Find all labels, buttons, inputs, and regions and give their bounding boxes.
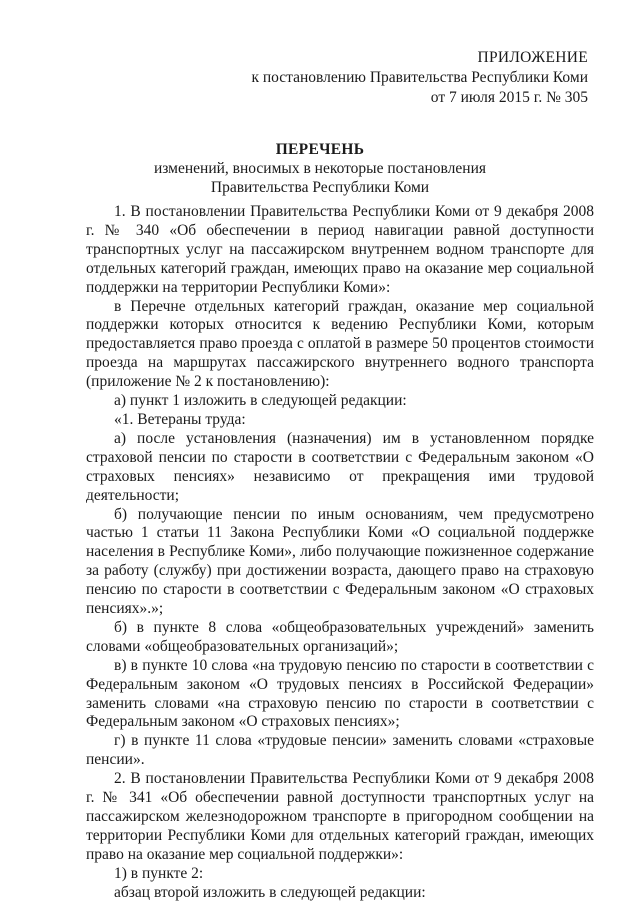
paragraph: «1. Ветераны труда: — [114, 410, 246, 428]
paragraph: б) получающие пенсии по иным основаниям, чем предусмотрено частью 1 статьи 11 Закона Республики Коми «О социальной поддержке населения в Республике Коми», либо получающие пожизненное содержание за работу (службу) при достижении возраста, дающего право на страховую пенсию по старости в соответствии с Федеральным законом «О страховых пенсиях».»; — [86, 505, 594, 618]
paragraph: а) после установления (назначения) им в установленном порядке страховой пенсии по старости в соответствии с Федеральным законом «О страховых пенсиях» независимо от прекращения ими трудовой деятельности; — [86, 429, 594, 504]
appendix-reference-line: к постановлению Правительства Республики Коми — [251, 69, 588, 86]
appendix-date-line: от 7 июля 2015 г. № 305 — [430, 89, 588, 106]
document-subtitle-line-2: Правительства Республики Коми — [210, 179, 430, 196]
document-body — [86, 203, 594, 903]
paragraph: а) пункт 1 изложить в следующей редакции: — [114, 392, 407, 410]
paragraph: абзац второй изложить в следующей редакции: — [114, 883, 426, 901]
paragraph: в Перечне отдельных категорий граждан, оказание мер социальной поддержки которых относится к ведению Республики Коми, которым предоставляется право проезда с оплатой в размере 50 процентов стоимости проезда на маршрутах пассажирского внутреннего водного транспорта (приложение № 2 к постановлению): — [86, 297, 594, 391]
paragraph: г) в пункте 11 слова «трудовые пенсии» заменить словами «страховые пенсии». — [86, 732, 594, 769]
appendix-block — [251, 48, 588, 108]
paragraph: 1. В постановлении Правительства Республики Коми от 9 декабря 2008 г. № 340 «Об обеспечении в период навигации равной доступности транспортных услуг на пассажирском внутреннем водном транспорте для отдельных категорий граждан, имеющих право на оказание мер социальной поддержки на территории Республики Коми»: — [86, 203, 594, 296]
paragraph: в) в пункте 10 слова «на трудовую пенсию по старости в соответствии с Федеральным законом «О трудовых пенсиях в Российской Федерации» заменить словами «на страховую пенсию по старости в соответствии с Федеральным законом «О страховых пенсиях»; — [86, 656, 594, 731]
paragraph: 2. В постановлении Правительства Республики Коми от 9 декабря 2008 г. № 341 «Об обеспечении равной доступности транспортных услуг на пассажирском железнодорожном транспорте в пригородном сообщении на территории Республики Коми для отдельных категорий граждан, имеющих право на оказание мер социальной поддержки»: — [86, 770, 594, 863]
appendix-title: ПРИЛОЖЕНИЕ — [477, 49, 588, 66]
document-subtitle-line-1: изменений, вносимых в некоторые постановления — [153, 160, 486, 177]
paragraph: б) в пункте 8 слова «общеобразовательных учреждений» заменить словами «общеобразовательных организаций»; — [86, 618, 594, 655]
paragraph: 1) в пункте 2: — [114, 864, 204, 882]
document-heading — [0, 140, 640, 197]
document-title: ПЕРЕЧЕНЬ — [275, 141, 365, 158]
